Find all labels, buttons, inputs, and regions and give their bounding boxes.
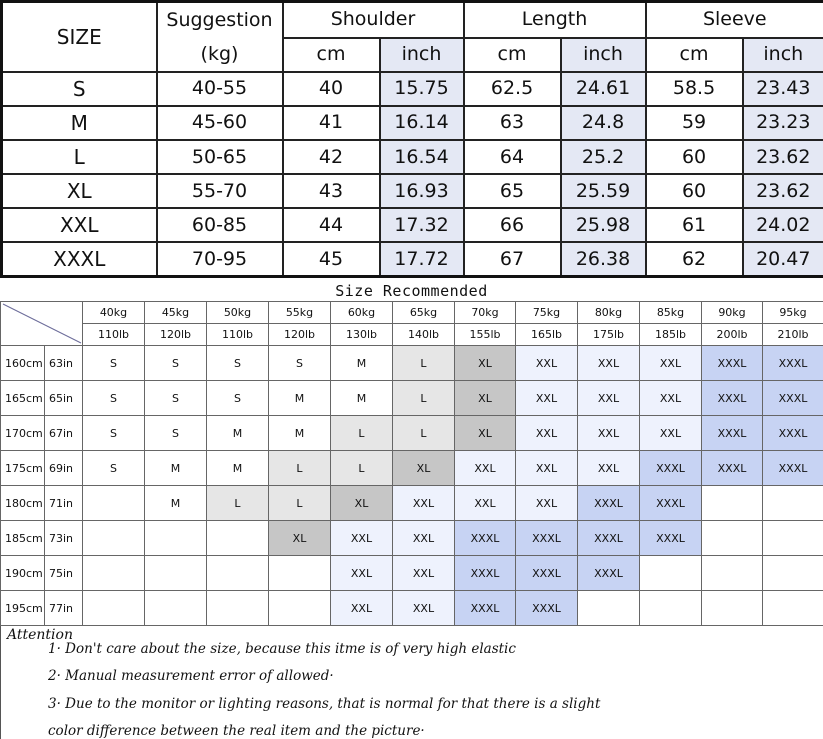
- size-cell-length-cm: 63: [464, 106, 561, 140]
- attention-line-3: 3· Due to the monitor or lighting reasons, that is normal for that there is a slight: [48, 696, 601, 712]
- recommend-cell: XXXL: [516, 556, 578, 591]
- recommend-row: [1, 346, 823, 381]
- recommend-cell: XXXL: [455, 556, 516, 591]
- recommend-cell: XXL: [578, 416, 640, 451]
- recommend-cell: XXL: [640, 381, 702, 416]
- recommend-table: [0, 301, 823, 626]
- header-suggestion: Suggestion: [157, 2, 283, 38]
- size-row: [2, 140, 823, 174]
- attention-line-4: color difference between the real item and the picture·: [48, 723, 425, 739]
- size-cell-kg: 55-70: [157, 174, 283, 208]
- size-cell-size: XXXL: [2, 242, 157, 276]
- size-cell-length-in: 24.8: [561, 106, 646, 140]
- recommend-cell: XXXL: [702, 416, 763, 451]
- attention-line-1: 1· Don't care about the size, because this itme is of very high elastic: [48, 641, 516, 657]
- size-cell-length-cm: 67: [464, 242, 561, 276]
- recommend-cell: L: [331, 451, 393, 486]
- attention-section: [0, 626, 823, 739]
- attention-heading: Attention: [7, 627, 73, 643]
- recommend-cell: XL: [393, 451, 455, 486]
- recommend-cell: XXXL: [763, 381, 823, 416]
- size-cell-sleeve-in: 23.62: [743, 140, 823, 174]
- size-cell-sleeve-in: 24.02: [743, 208, 823, 242]
- recommend-cell: L: [269, 451, 331, 486]
- weight-kg-header: 50kg: [207, 302, 269, 324]
- size-cell-size: S: [2, 72, 157, 106]
- header-length-cm: cm: [464, 38, 561, 72]
- recommend-cell: L: [393, 346, 455, 381]
- recommend-cell: XXXL: [763, 451, 823, 486]
- height-cm: 180cm: [1, 486, 45, 521]
- header-sleeve-cm: cm: [646, 38, 743, 72]
- weight-kg-header: 75kg: [516, 302, 578, 324]
- recommend-row: [1, 591, 823, 626]
- size-cell-sleeve-cm: 60: [646, 174, 743, 208]
- recommend-cell: XXXL: [516, 521, 578, 556]
- size-cell-shoulder-in: 16.93: [380, 174, 464, 208]
- recommend-cell: L: [393, 416, 455, 451]
- recommend-cell: XXL: [516, 346, 578, 381]
- size-cell-length-in: 26.38: [561, 242, 646, 276]
- recommend-cell: S: [145, 416, 207, 451]
- recommend-cell: [702, 556, 763, 591]
- recommend-cell: [763, 521, 823, 556]
- recommend-cell: [207, 591, 269, 626]
- recommend-cell: S: [207, 381, 269, 416]
- recommend-cell: [145, 521, 207, 556]
- size-cell-kg: 40-55: [157, 72, 283, 106]
- recommend-cell: M: [207, 451, 269, 486]
- header-length: Length: [464, 2, 646, 38]
- header-shoulder-cm: cm: [283, 38, 380, 72]
- recommend-cell: [145, 591, 207, 626]
- recommend-row: [1, 451, 823, 486]
- recommend-cell: [83, 486, 145, 521]
- recommend-cell: [83, 556, 145, 591]
- weight-lb-header: 130lb: [331, 324, 393, 346]
- recommend-row: [1, 521, 823, 556]
- recommend-cell: [702, 486, 763, 521]
- recommend-cell: XXL: [393, 556, 455, 591]
- weight-kg-header: 95kg: [763, 302, 823, 324]
- recommend-cell: [207, 556, 269, 591]
- size-cell-shoulder-in: 16.54: [380, 140, 464, 174]
- recommend-cell: XXXL: [763, 346, 823, 381]
- recommend-row: [1, 381, 823, 416]
- recommend-cell: M: [269, 381, 331, 416]
- height-cm: 165cm: [1, 381, 45, 416]
- recommend-cell: XL: [455, 346, 516, 381]
- size-row: [2, 242, 823, 276]
- recommend-cell: S: [83, 416, 145, 451]
- recommend-cell: L: [331, 416, 393, 451]
- recommend-cell: XXXL: [455, 591, 516, 626]
- header-sleeve-inch: inch: [743, 38, 823, 72]
- recommend-cell: XXL: [516, 451, 578, 486]
- recommend-cell: L: [207, 486, 269, 521]
- recommend-cell: [83, 521, 145, 556]
- size-cell-shoulder-in: 17.72: [380, 242, 464, 276]
- height-in: 67in: [45, 416, 83, 451]
- size-row: [2, 174, 823, 208]
- height-cm: 160cm: [1, 346, 45, 381]
- size-cell-length-in: 25.59: [561, 174, 646, 208]
- recommend-cell: XXL: [640, 416, 702, 451]
- size-cell-sleeve-in: 23.23: [743, 106, 823, 140]
- recommend-cell: [578, 591, 640, 626]
- recommend-row: [1, 416, 823, 451]
- weight-lb-header: 175lb: [578, 324, 640, 346]
- recommend-cell: L: [269, 486, 331, 521]
- recommend-cell: XXXL: [702, 346, 763, 381]
- size-cell-size: L: [2, 140, 157, 174]
- weight-kg-header: 60kg: [331, 302, 393, 324]
- recommend-cell: XXXL: [702, 451, 763, 486]
- size-cell-size: XL: [2, 174, 157, 208]
- height-cm: 175cm: [1, 451, 45, 486]
- recommend-cell: XXL: [640, 346, 702, 381]
- weight-lb-header: 140lb: [393, 324, 455, 346]
- recommend-cell: [207, 521, 269, 556]
- height-cm: 170cm: [1, 416, 45, 451]
- weight-lb-header: 165lb: [516, 324, 578, 346]
- header-sleeve: Sleeve: [646, 2, 823, 38]
- size-cell-size: XXL: [2, 208, 157, 242]
- size-cell-length-in: 24.61: [561, 72, 646, 106]
- recommend-cell: S: [145, 381, 207, 416]
- height-in: 65in: [45, 381, 83, 416]
- weight-kg-header: 90kg: [702, 302, 763, 324]
- weight-lb-header: 120lb: [269, 324, 331, 346]
- recommend-cell: XL: [269, 521, 331, 556]
- size-cell-kg: 60-85: [157, 208, 283, 242]
- recommend-cell: [640, 591, 702, 626]
- height-in: 69in: [45, 451, 83, 486]
- recommend-cell: XXXL: [578, 486, 640, 521]
- height-in: 71in: [45, 486, 83, 521]
- height-in: 73in: [45, 521, 83, 556]
- recommend-cell: XL: [455, 416, 516, 451]
- weight-kg-header: 70kg: [455, 302, 516, 324]
- size-cell-length-cm: 65: [464, 174, 561, 208]
- recommend-cell: XXL: [393, 591, 455, 626]
- weight-lb-header: 120lb: [145, 324, 207, 346]
- weight-kg-header: 45kg: [145, 302, 207, 324]
- size-cell-shoulder-cm: 42: [283, 140, 380, 174]
- recommend-cell: XXXL: [640, 486, 702, 521]
- corner-cell: [1, 302, 83, 346]
- header-shoulder: Shoulder: [283, 2, 464, 38]
- recommend-cell: S: [83, 451, 145, 486]
- recommend-cell: XL: [455, 381, 516, 416]
- size-cell-kg: 50-65: [157, 140, 283, 174]
- recommend-cell: XXL: [516, 381, 578, 416]
- size-cell-kg: 70-95: [157, 242, 283, 276]
- weight-lb-header: 200lb: [702, 324, 763, 346]
- size-cell-size: M: [2, 106, 157, 140]
- recommend-cell: XXL: [516, 486, 578, 521]
- height-in: 75in: [45, 556, 83, 591]
- recommend-cell: S: [207, 346, 269, 381]
- recommend-cell: [763, 486, 823, 521]
- size-row: [2, 106, 823, 140]
- header-shoulder-inch: inch: [380, 38, 464, 72]
- recommend-cell: M: [331, 346, 393, 381]
- size-table: [0, 0, 823, 278]
- recommend-cell: S: [83, 381, 145, 416]
- recommend-cell: [83, 591, 145, 626]
- header-suggestion-unit: (kg): [157, 38, 283, 72]
- recommend-cell: [763, 591, 823, 626]
- height-in: 77in: [45, 591, 83, 626]
- height-in: 63in: [45, 346, 83, 381]
- size-cell-sleeve-in: 23.62: [743, 174, 823, 208]
- recommend-cell: XXL: [331, 591, 393, 626]
- recommend-cell: XXL: [455, 486, 516, 521]
- recommend-cell: XXXL: [640, 451, 702, 486]
- weight-lb-header: 185lb: [640, 324, 702, 346]
- recommend-cell: XXXL: [763, 416, 823, 451]
- size-cell-shoulder-in: 16.14: [380, 106, 464, 140]
- size-cell-length-cm: 66: [464, 208, 561, 242]
- recommend-cell: XXXL: [578, 521, 640, 556]
- size-cell-sleeve-in: 23.43: [743, 72, 823, 106]
- size-cell-shoulder-in: 17.32: [380, 208, 464, 242]
- size-cell-sleeve-cm: 61: [646, 208, 743, 242]
- size-cell-shoulder-cm: 45: [283, 242, 380, 276]
- weight-kg-header: 65kg: [393, 302, 455, 324]
- header-size: SIZE: [2, 2, 157, 72]
- recommend-cell: M: [145, 451, 207, 486]
- size-cell-shoulder-cm: 44: [283, 208, 380, 242]
- recommend-cell: L: [393, 381, 455, 416]
- size-cell-length-cm: 62.5: [464, 72, 561, 106]
- recommend-cell: [640, 556, 702, 591]
- recommend-cell: S: [145, 346, 207, 381]
- size-cell-shoulder-in: 15.75: [380, 72, 464, 106]
- size-cell-kg: 45-60: [157, 106, 283, 140]
- weight-lb-header: 110lb: [207, 324, 269, 346]
- recommend-cell: XXL: [393, 521, 455, 556]
- size-cell-length-cm: 64: [464, 140, 561, 174]
- recommend-cell: [702, 591, 763, 626]
- recommend-cell: [269, 591, 331, 626]
- size-cell-shoulder-cm: 40: [283, 72, 380, 106]
- recommend-cell: XXL: [331, 556, 393, 591]
- recommend-cell: S: [83, 346, 145, 381]
- recommend-cell: [763, 556, 823, 591]
- recommend-cell: XXXL: [455, 521, 516, 556]
- recommend-cell: XXXL: [516, 591, 578, 626]
- header-length-inch: inch: [561, 38, 646, 72]
- attention-line-2: 2· Manual measurement error of allowed·: [48, 668, 334, 684]
- size-cell-sleeve-cm: 59: [646, 106, 743, 140]
- diagonal-line-icon: [1, 302, 83, 344]
- weight-lb-header: 210lb: [763, 324, 823, 346]
- size-cell-length-in: 25.98: [561, 208, 646, 242]
- size-cell-shoulder-cm: 41: [283, 106, 380, 140]
- size-cell-sleeve-in: 20.47: [743, 242, 823, 276]
- recommend-title: Size Recommended: [335, 282, 488, 300]
- size-cell-length-in: 25.2: [561, 140, 646, 174]
- recommend-cell: XXXL: [578, 556, 640, 591]
- weight-lb-header: 155lb: [455, 324, 516, 346]
- weight-kg-header: 55kg: [269, 302, 331, 324]
- height-cm: 185cm: [1, 521, 45, 556]
- recommend-cell: [269, 556, 331, 591]
- recommend-row: [1, 486, 823, 521]
- size-cell-sleeve-cm: 62: [646, 242, 743, 276]
- size-cell-shoulder-cm: 43: [283, 174, 380, 208]
- recommend-cell: M: [269, 416, 331, 451]
- height-cm: 195cm: [1, 591, 45, 626]
- weight-lb-header: 110lb: [83, 324, 145, 346]
- recommend-cell: [702, 521, 763, 556]
- recommend-cell: XXXL: [640, 521, 702, 556]
- weight-kg-header: 40kg: [83, 302, 145, 324]
- weight-kg-header: 85kg: [640, 302, 702, 324]
- recommend-cell: XXXL: [702, 381, 763, 416]
- size-cell-sleeve-cm: 60: [646, 140, 743, 174]
- recommend-cell: M: [145, 486, 207, 521]
- recommend-cell: XXL: [578, 381, 640, 416]
- height-cm: 190cm: [1, 556, 45, 591]
- recommend-cell: S: [269, 346, 331, 381]
- recommend-cell: XXL: [516, 416, 578, 451]
- recommend-cell: XXL: [331, 521, 393, 556]
- recommend-cell: XXL: [578, 346, 640, 381]
- recommend-cell: XXL: [393, 486, 455, 521]
- size-row: [2, 208, 823, 242]
- recommend-cell: M: [331, 381, 393, 416]
- size-row: [2, 72, 823, 106]
- recommend-cell: XXL: [455, 451, 516, 486]
- size-cell-sleeve-cm: 58.5: [646, 72, 743, 106]
- recommend-cell: M: [207, 416, 269, 451]
- recommend-cell: XL: [331, 486, 393, 521]
- recommend-cell: XXL: [578, 451, 640, 486]
- recommend-row: [1, 556, 823, 591]
- weight-kg-header: 80kg: [578, 302, 640, 324]
- recommend-cell: [145, 556, 207, 591]
